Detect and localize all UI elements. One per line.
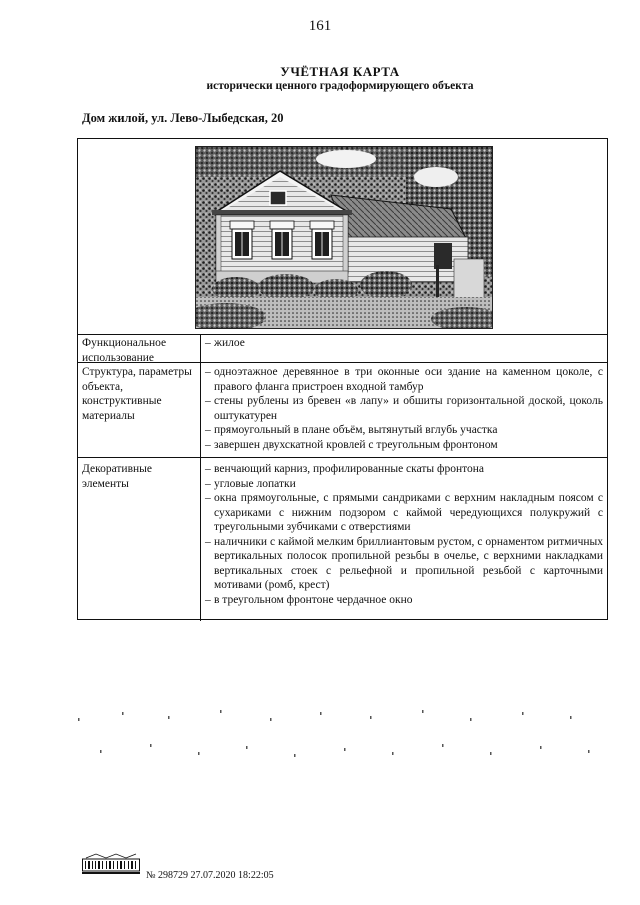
row-label-function: Функциональное использование: [82, 337, 167, 364]
list-item: – стены рублены из бревен «в лапу» и обшиты горизонтальной доской, цоколь оштукатурен: [205, 394, 603, 423]
list-item: – завершен двухскатной кровлей с треугольным фронтоном: [205, 438, 603, 453]
card-subtitle: исторически ценного градоформирующего объекта: [206, 80, 474, 92]
card-title: УЧЁТНАЯ КАРТА: [280, 64, 400, 79]
table-divider: [78, 334, 607, 335]
row-label-structure: Структура, параметры объекта, конструктивные материалы: [82, 366, 192, 422]
list-item: – прямоугольный в плане объём, вытянутый вглубь участка: [205, 423, 603, 438]
record-card-table: [77, 138, 608, 620]
list-item: – венчающий карниз, профилированные скаты фронтона: [205, 462, 603, 477]
object-name: Дом жилой, ул. Лево-Лыбедская, 20: [82, 111, 284, 125]
table-column-divider: [200, 334, 201, 621]
row-label-decor: Декоративные элементы: [82, 463, 152, 490]
list-item: – одноэтажное деревянное в три оконные оси здание на каменном цоколе, с правого фланга пристроен входной тамбур: [205, 365, 603, 394]
registry-stamp: [82, 853, 140, 875]
document-registration-mark: № 298729 27.07.2020 18:22:05: [146, 870, 274, 881]
list-item: – наличники с каймой мелким бриллиантовым рустом, с орнаментом ритмичных вертикальных полосок пропильной резьбы в очелье, с верхними накладками вертикальных стоек с рельефной и пропильной резьбой с карточными мотивами (ромб, крест): [205, 535, 603, 593]
list-item: – угловые лопатки: [205, 477, 603, 492]
row-values-function: [205, 336, 603, 351]
house-photo-image: [196, 147, 492, 328]
row-values-decor: [205, 462, 603, 607]
list-item: – окна прямоугольные, с прямыми сандриками с верхним накладным поясом с сухариками с нижним подзором с каймой чередующихся полукружий с треугольными зубчиками с отверстиями: [205, 491, 603, 535]
scan-speckles: [70, 708, 610, 788]
list-item: – в треугольном фронтоне чердачное окно: [205, 593, 603, 608]
house-photo: [195, 146, 493, 329]
list-item: – жилое: [205, 336, 603, 351]
table-divider: [78, 457, 607, 458]
row-values-structure: [205, 365, 603, 452]
page-number: 161: [308, 18, 332, 34]
